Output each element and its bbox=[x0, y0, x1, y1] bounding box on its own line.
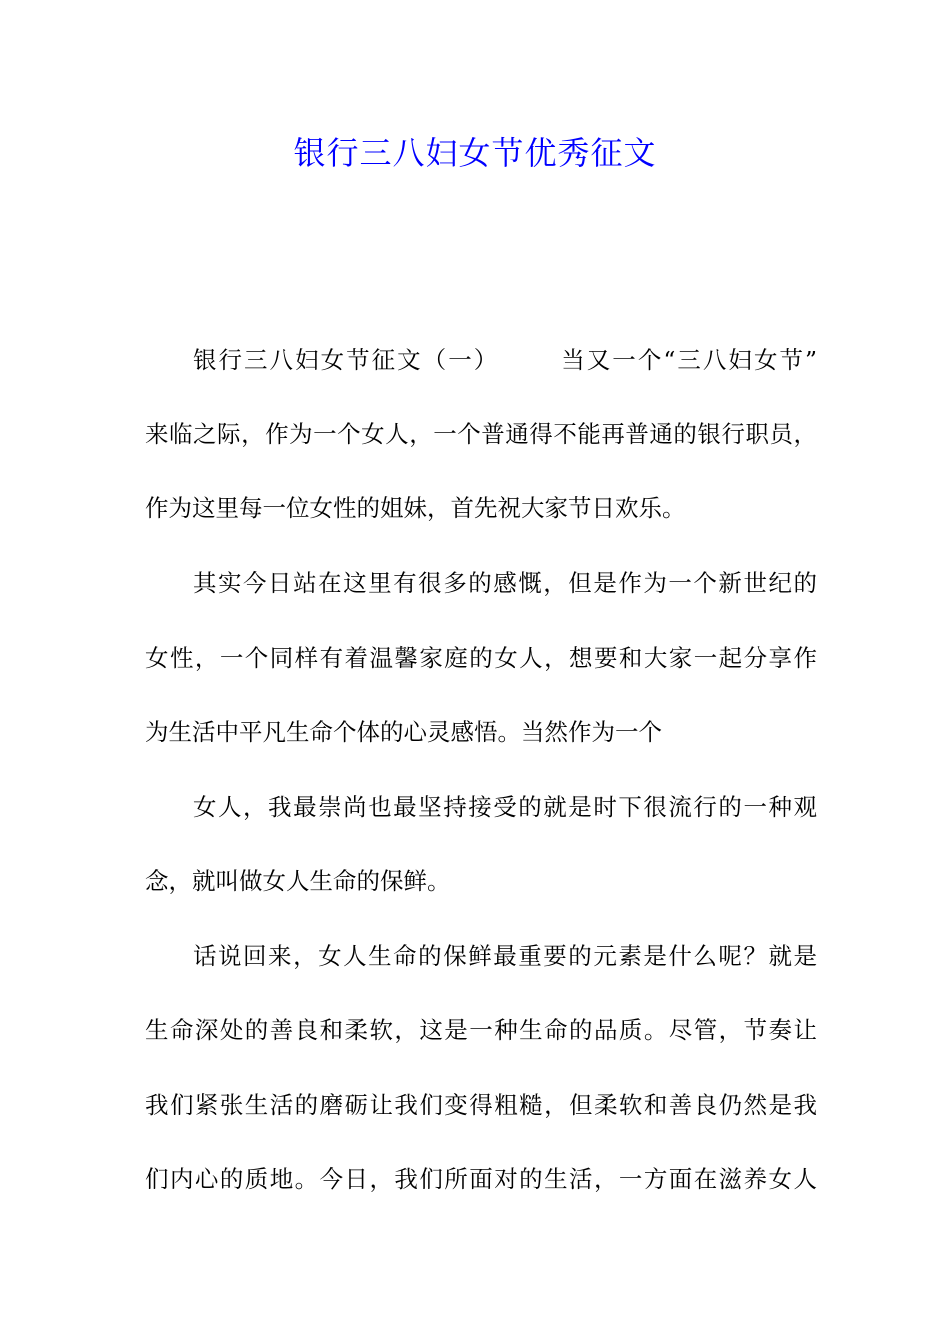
paragraph-line: 来临之际，作为一个女人，一个普通得不能再普通的银行职员， bbox=[145, 420, 817, 448]
paragraph-line bbox=[193, 340, 817, 380]
paragraph-line: 我们紧张生活的磨砺让我们变得粗糙，但柔软和善良仍然是我 bbox=[145, 1091, 817, 1119]
paragraph-line: 生命深处的善良和柔软，这是一种生命的品质。尽管，节奏让 bbox=[145, 1016, 817, 1044]
paragraph-line: 女性，一个同样有着温馨家庭的女人，想要和大家一起分享作 bbox=[145, 644, 817, 672]
document-title: 银行三八妇女节优秀征文 bbox=[293, 134, 657, 172]
paragraph-text: 当又一个“三八妇女节” bbox=[559, 346, 817, 374]
paragraph-line: 念，就叫做女人生命的保鲜。 bbox=[145, 867, 451, 895]
paragraph-line: 其实今日站在这里有很多的感慨，但是作为一个新世纪的 bbox=[193, 569, 817, 597]
paragraph-line: 为生活中平凡生命个体的心灵感悟。当然作为一个 bbox=[145, 718, 662, 746]
paragraph-line: 作为这里每一位女性的姐妹，首先祝大家节日欢乐。 bbox=[145, 494, 686, 522]
paragraph-line: 话说回来，女人生命的保鲜最重要的元素是什么呢？就是 bbox=[193, 942, 817, 970]
section-heading: 银行三八妇女节征文（一） bbox=[193, 346, 500, 374]
paragraph-line: 们内心的质地。今日，我们所面对的生活，一方面在滋养女人 bbox=[145, 1165, 817, 1193]
paragraph-line: 女人，我最崇尚也最坚持接受的就是时下很流行的一种观 bbox=[193, 793, 817, 821]
